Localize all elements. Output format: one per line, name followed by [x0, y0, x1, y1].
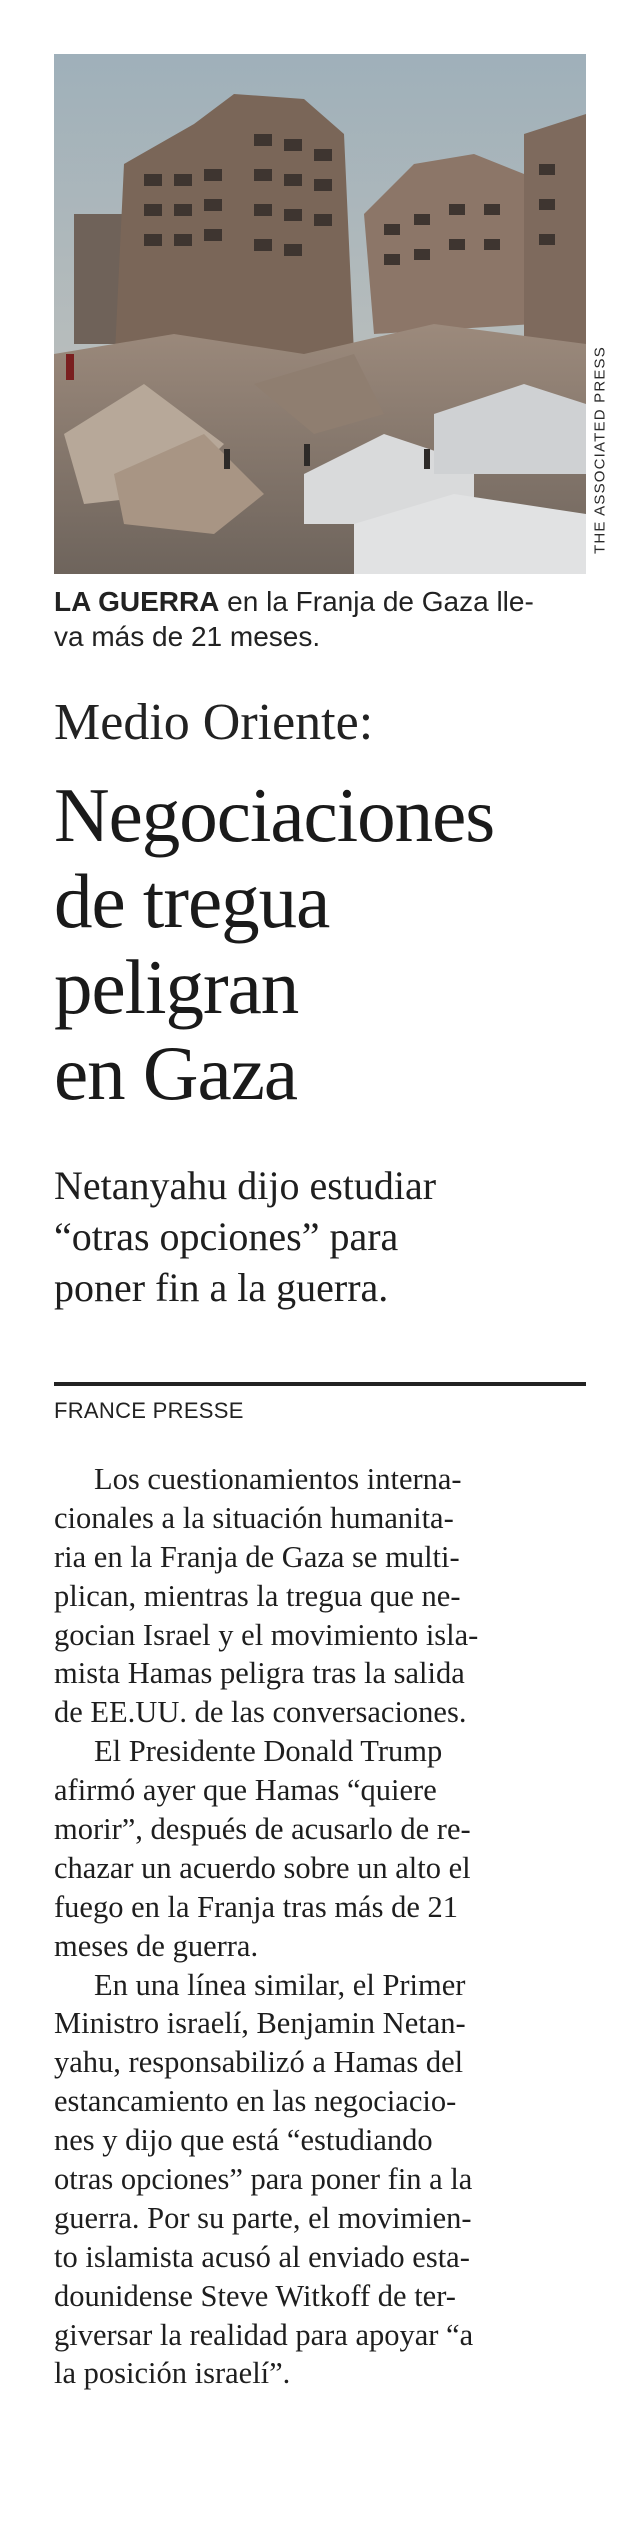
body-line: otras opciones” para poner fin a la: [54, 2162, 473, 2197]
body-line: En una línea similar, el Primer: [94, 1967, 466, 2002]
caption-text-2: va más de 21 meses.: [54, 621, 321, 652]
body-line: cionales a la situación humanita-: [54, 1500, 454, 1535]
body-line: nes y dijo que está “estudiando: [54, 2123, 433, 2158]
headline-line: peligran: [54, 944, 299, 1030]
body-line: de EE.UU. de las conversaciones.: [54, 1695, 467, 1730]
photo-credit: THE ASSOCIATED PRESS: [591, 346, 609, 554]
body-line: Ministro israelí, Benjamin Netan-: [54, 2006, 466, 2041]
body-line: mista Hamas peligra tras la salida: [54, 1656, 465, 1691]
body-line: estancamiento en las negociacio-: [54, 2084, 457, 2119]
caption-text: en la Franja de Gaza lle-: [219, 586, 534, 617]
body-line: giversar la realidad para apoyar “a: [54, 2317, 474, 2352]
body-line: chazar un acuerdo sobre un alto el: [54, 1850, 471, 1885]
news-photo: [54, 54, 586, 574]
divider: [54, 1382, 586, 1386]
deck-line: Netanyahu dijo estudiar: [54, 1163, 437, 1208]
headline-line: en Gaza: [54, 1030, 298, 1116]
body-line: plican, mientras la tregua que ne-: [54, 1578, 461, 1613]
caption-lead: LA GUERRA: [54, 586, 220, 617]
section-kicker: Medio Oriente:: [54, 694, 374, 751]
photo-caption: [54, 584, 586, 654]
body-line: dounidense Steve Witkoff de ter-: [54, 2278, 456, 2313]
body-line: afirmó ayer que Hamas “quiere: [54, 1773, 437, 1808]
body-line: to islamista acusó al enviado esta-: [54, 2239, 470, 2274]
headline-line: de tregua: [54, 858, 330, 944]
byline: FRANCE PRESSE: [54, 1398, 244, 1423]
body-line: yahu, responsabilizó a Hamas del: [54, 2045, 464, 2080]
subheadline: [54, 1160, 594, 1313]
deck-line: “otras opciones” para: [54, 1214, 399, 1259]
headline-line: Negociaciones: [54, 772, 495, 858]
body-line: morir”, después de acusarlo de re-: [54, 1812, 471, 1847]
headline: [54, 772, 594, 1116]
deck-line: poner fin a la guerra.: [54, 1265, 389, 1310]
body-line: gocian Israel y el movimiento isla-: [54, 1617, 479, 1652]
body-line: meses de guerra.: [54, 1928, 259, 1963]
body-line: la posición israelí”.: [54, 2356, 291, 2391]
article-body: [54, 1460, 586, 2393]
body-line: El Presidente Donald Trump: [94, 1734, 443, 1769]
body-line: fuego en la Franja tras más de 21: [54, 1889, 458, 1924]
photo-rubble-icon: [54, 54, 586, 574]
body-line: guerra. Por su parte, el movimien-: [54, 2200, 472, 2235]
body-line: ria en la Franja de Gaza se multi-: [54, 1539, 460, 1574]
body-line: Los cuestionamientos interna-: [94, 1462, 462, 1496]
